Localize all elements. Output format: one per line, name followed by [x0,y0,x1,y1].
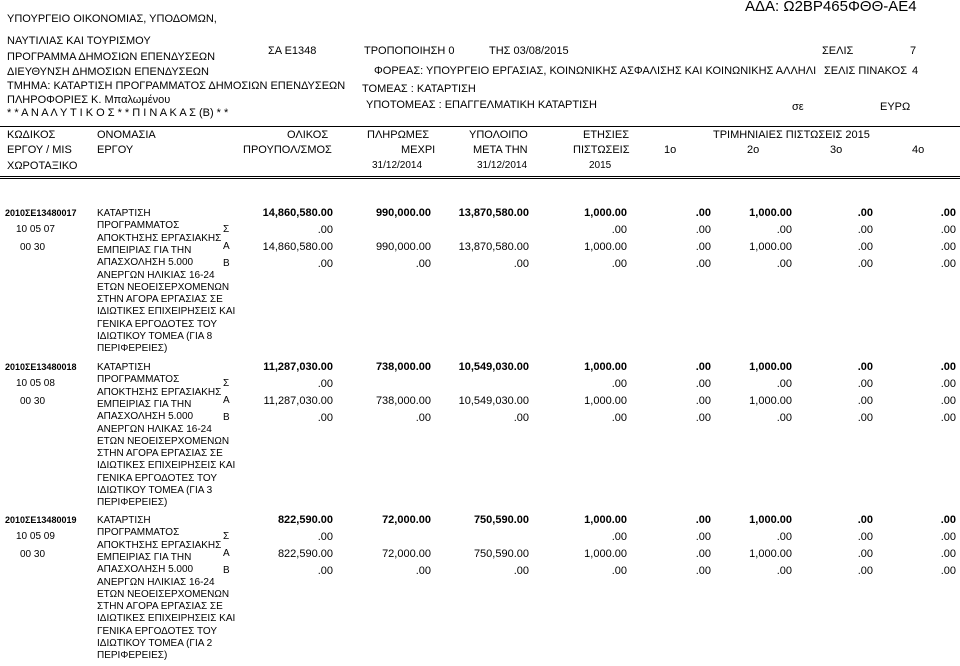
beta-value: .00 [857,565,873,577]
beta-value: .00 [317,565,333,577]
total-value: .00 [940,514,956,526]
row-letter: Σ [223,378,230,389]
sigma-value: .00 [776,531,792,543]
project-name-line: ΑΝΕΡΓΩΝ ΗΛΙΚΑΣ 16-24 [97,423,212,435]
sigma-value: .00 [317,224,333,236]
sigma-value: .00 [940,224,956,236]
header-bottom-rule-2 [0,178,960,179]
se-label: σε [792,101,804,113]
beta-value: .00 [857,412,873,424]
total-value: 1,000.00 [584,207,627,219]
col-kodikos: ΚΩΔΙΚΟΣ [7,129,56,141]
project-name-line: ΚΑΤΑΡΤΙΣΗ [97,208,151,219]
project-code: 2010ΣΕ13480017 [5,208,77,218]
project-name-line: ΙΔΙΩΤΙΚΕΣ ΕΠΙΧΕΙΡΗΣΕΙΣ ΚΑΙ [97,613,236,625]
row-letter: Α [223,395,230,406]
col-onomasia: ΕΡΓΟΥ [97,144,134,156]
beta-value: .00 [940,412,956,424]
total-value: 1,000.00 [749,207,792,219]
project-name-line: ΚΑΤΑΡΤΙΣΗ [97,362,151,373]
total-value: .00 [695,207,711,219]
beta-value: .00 [317,258,333,270]
total-value: 72,000.00 [382,514,431,526]
project-name-line: ΠΕΡΙΦΕΡΕΙΕΣ) [97,497,168,509]
col-ypoloipo: 31/12/2014 [477,160,528,171]
header-bottom-rule [0,176,960,177]
project-code: 2010ΣΕ13480019 [5,515,77,525]
tropopoiisi: ΤΡΟΠΟΠΟΙΗΣΗ 0 [364,45,455,57]
total-value: 14,860,580.00 [262,207,333,219]
total-value: 822,590.00 [277,514,333,526]
col-q4: 4ο [912,144,925,156]
total-value: .00 [695,514,711,526]
org-line: ΠΛΗΡΟΦΟΡΙΕΣ Κ. Μπαλωμένου [7,94,171,106]
col-etisies: ΕΤΗΣΙΕΣ [583,129,629,141]
project-name-line: ΚΑΤΑΡΤΙΣΗ [97,515,151,526]
sigma-value: .00 [857,224,873,236]
eyro-label: ΕΥΡΩ [880,101,911,113]
beta-value: .00 [415,412,431,424]
alpha-value: .00 [695,548,711,560]
project-name-line: ΙΔΙΩΤΙΚΕΣ ΕΠΙΧΕΙΡΗΣΕΙΣ ΚΑΙ [97,306,236,318]
project-sub-code: 00 30 [20,549,46,560]
project-name-line: ΓΕΝΙΚΑ ΕΡΓΟΔΟΤΕΣ ΤΟΥ [97,472,218,484]
selis-label: ΣΕΛΙΣ [822,45,854,57]
row-letter: Σ [223,224,230,235]
project-name-line: ΑΠΑΣΧΟΛΗΣΗ 5.000 [97,564,194,576]
project-name-line: ΙΔΙΩΤΙΚΟΥ ΤΟΜΕΑ (ΓΙΑ 3 [97,485,213,496]
col-etisies: ΠΙΣΤΩΣΕΙΣ [573,144,630,156]
project-name-line: ΕΤΩΝ ΝΕΟΕΙΣΕΡΧΟΜΕΝΩΝ [97,281,230,293]
project-name-line: ΣΤΗΝ ΑΓΟΡΑ ΕΡΓΑΣΙΑΣ ΣΕ [97,448,223,460]
row-letter: Α [223,241,230,252]
col-pliromes: ΠΛΗΡΩΜΕΣ [367,129,430,141]
beta-value: .00 [695,412,711,424]
ypotomeas: ΥΠΟΤΟΜΕΑΣ : ΕΠΑΓΓΕΛΜΑΤΙΚΗ ΚΑΤΑΡΤΙΣΗ [366,99,597,111]
project-name-line: ΙΔΙΩΤΙΚΟΥ ΤΟΜΕΑ (ΓΙΑ 8 [97,331,213,342]
beta-value: .00 [415,565,431,577]
sigma-value: .00 [695,531,711,543]
beta-value: .00 [611,412,627,424]
beta-value: .00 [776,412,792,424]
alpha-value: 750,590.00 [473,548,529,560]
sigma-value: .00 [776,224,792,236]
total-value: 1,000.00 [749,361,792,373]
total-value: 750,590.00 [473,514,529,526]
col-etisies: 2015 [589,160,612,171]
col-pliromes: ΜΕΧΡΙ [401,144,436,156]
alpha-value: 1,000.00 [584,395,627,407]
col-olikos: ΠΡΟΥΠΟΛ/ΣΜΟΣ [243,144,332,156]
col-ypoloipo: ΥΠΟΛΟΙΠΟ [469,129,528,141]
beta-value: .00 [940,565,956,577]
beta-value: .00 [776,565,792,577]
beta-value: .00 [611,565,627,577]
project-sub-code: 10 05 09 [16,531,55,542]
project-name-line: ΠΡΟΓΡΑΜΜΑΤΟΣ [97,527,180,539]
project-name-line: ΑΠΟΚΤΗΣΗΣ ΕΡΓΑΣΙΑΚΗΣ [97,386,222,398]
project-sub-code: 00 30 [20,396,46,407]
total-value: 11,287,030.00 [263,361,333,373]
beta-value: .00 [940,258,956,270]
beta-value: .00 [776,258,792,270]
project-code: 2010ΣΕ13480018 [5,362,77,372]
beta-value: .00 [415,258,431,270]
total-value: .00 [857,361,873,373]
org-line: ΠΡΟΓΡΑΜΜΑ ΔΗΜΟΣΙΩΝ ΕΠΕΝΔΥΣΕΩΝ [7,51,216,63]
org-line: ΥΠΟΥΡΓΕΙΟ ΟΙΚΟΝΟΜΙΑΣ, ΥΠΟΔΟΜΩΝ, [7,13,217,25]
total-value: 13,870,580.00 [458,207,529,219]
alpha-value: 1,000.00 [584,548,627,560]
col-kodikos: ΧΩΡΟΤΑΞΙΚΟ [7,160,78,172]
alpha-value: .00 [857,395,873,407]
selis-pinakos-value: 4 [912,65,919,77]
project-name-line: ΑΠΑΣΧΟΛΗΣΗ 5.000 [97,257,194,269]
tis-date: ΤΗΣ 03/08/2015 [489,45,569,57]
project-name-line: ΠΡΟΓΡΑΜΜΑΤΟΣ [97,220,180,232]
col-onomasia: ΟΝΟΜΑΣΙΑ [97,129,156,141]
col-ypoloipo: ΜΕΤΑ ΤΗΝ [473,144,528,156]
sigma-value: .00 [857,378,873,390]
project-name-line: ΓΕΝΙΚΑ ΕΡΓΟΔΟΤΕΣ ΤΟΥ [97,318,218,330]
project-name-line: ΓΕΝΙΚΑ ΕΡΓΟΔΟΤΕΣ ΤΟΥ [97,625,218,637]
sigma-value: .00 [857,531,873,543]
project-name-line: ΑΠΟΚΤΗΣΗΣ ΕΡΓΑΣΙΑΚΗΣ [97,232,222,244]
col-olikos: ΟΛΙΚΟΣ [287,129,329,141]
project-name-line: ΑΝΕΡΓΩΝ ΗΛΙΚΙΑΣ 16-24 [97,269,215,281]
row-letter: Σ [223,531,230,542]
col-q3: 3ο [830,144,843,156]
beta-value: .00 [317,412,333,424]
sigma-value: .00 [317,378,333,390]
sigma-value: .00 [611,224,627,236]
row-letter: Α [223,548,230,559]
header-top-rule [0,126,960,127]
alpha-value: 1,000.00 [749,395,792,407]
total-value: .00 [857,207,873,219]
alpha-value: 822,590.00 [277,548,333,560]
alpha-value: .00 [857,241,873,253]
col-q2: 2ο [747,144,760,156]
alpha-value: .00 [940,395,956,407]
project-sub-code: 10 05 07 [16,224,55,235]
row-letter: Β [223,258,230,269]
project-name-line: ΑΝΕΡΓΩΝ ΗΛΙΚΙΑΣ 16-24 [97,576,215,588]
beta-value: .00 [695,258,711,270]
beta-value: .00 [513,565,529,577]
project-name-line: ΕΜΠΕΙΡΙΑΣ ΓΙΑ ΤΗΝ [97,398,192,410]
analytikos-title: * * Α Ν Α Λ Υ Τ Ι Κ Ο Σ * * Π Ι Ν Α Κ Α Σ (Β) * * [7,107,229,119]
alpha-value: 990,000.00 [375,241,431,253]
selis-pinakos-label: ΣΕΛΙΣ ΠΙΝΑΚΟΣ [824,65,908,77]
foreas: ΦΟΡΕΑΣ: ΥΠΟΥΡΓΕΙΟ ΕΡΓΑΣΙΑΣ, ΚΟΙΝΩΝΙΚΗΣ ΑΣΦΑΛΙΣΗΣ ΚΑΙ ΚΟΙΝΩΝΙΚΗΣ ΑΛΛΗΛΙ [374,65,817,77]
sigma-value: .00 [611,378,627,390]
org-line: ΔΙΕΥΘΥΝΣΗ ΔΗΜΟΣΙΩΝ ΕΠΕΝΔΥΣΕΩΝ [7,66,209,78]
total-value: .00 [940,207,956,219]
col-triminiaies: ΤΡΙΜΗΝΙΑΙΕΣ ΠΙΣΤΩΣΕΙΣ 2015 [713,129,870,141]
col-kodikos: ΕΡΓΟΥ / MIS [7,144,72,156]
alpha-value: .00 [695,241,711,253]
project-name-line: ΠΕΡΙΦΕΡΕΙΕΣ) [97,343,168,355]
project-name-line: ΠΡΟΓΡΑΜΜΑΤΟΣ [97,374,180,386]
alpha-value: 1,000.00 [584,241,627,253]
sigma-value: .00 [317,531,333,543]
beta-value: .00 [611,258,627,270]
sigma-value: .00 [940,378,956,390]
sa-code: ΣΑ Ε1348 [268,45,317,57]
project-name-line: ΑΠΑΣΧΟΛΗΣΗ 5.000 [97,411,194,423]
project-name-line: ΣΤΗΝ ΑΓΟΡΑ ΕΡΓΑΣΙΑΣ ΣΕ [97,294,223,306]
project-name-line: ΕΜΠΕΙΡΙΑΣ ΓΙΑ ΤΗΝ [97,244,192,256]
total-value: 738,000.00 [375,361,431,373]
project-name-line: ΕΜΠΕΙΡΙΑΣ ΓΙΑ ΤΗΝ [97,551,192,563]
alpha-value: 10,549,030.00 [458,395,529,407]
alpha-value: 13,870,580.00 [458,241,529,253]
project-sub-code: 10 05 08 [16,378,55,389]
alpha-value: .00 [695,395,711,407]
total-value: .00 [695,361,711,373]
total-value: 990,000.00 [375,207,431,219]
sigma-value: .00 [695,224,711,236]
project-name-line: ΙΔΙΩΤΙΚΟΥ ΤΟΜΕΑ (ΓΙΑ 2 [97,638,213,649]
row-letter: Β [223,565,230,576]
selis-value: 7 [910,45,917,57]
org-line: ΝΑΥΤΙΛΙΑΣ ΚΑΙ ΤΟΥΡΙΣΜΟΥ [7,35,151,47]
tomeas: ΤΟΜΕΑΣ : ΚΑΤΑΡΤΙΣΗ [362,83,476,95]
beta-value: .00 [857,258,873,270]
col-q1: 1ο [664,144,677,156]
alpha-value: .00 [940,548,956,560]
project-name-line: ΕΤΩΝ ΝΕΟΕΙΣΕΡΧΟΜΕΝΩΝ [97,588,230,600]
total-value: 1,000.00 [749,514,792,526]
project-name-line: ΕΤΩΝ ΝΕΟΕΙΣΕΡΧΟΜΕΝΩΝ [97,435,230,447]
total-value: 1,000.00 [584,361,627,373]
total-value: .00 [857,514,873,526]
total-value: 10,549,030.00 [458,361,529,373]
project-name-line: ΙΔΙΩΤΙΚΕΣ ΕΠΙΧΕΙΡΗΣΕΙΣ ΚΑΙ [97,460,236,472]
ada-code: ΑΔΑ: Ω2ΒΡ465ΦΘΘ-ΑΕ4 [745,0,917,15]
project-name-line: ΣΤΗΝ ΑΓΟΡΑ ΕΡΓΑΣΙΑΣ ΣΕ [97,601,223,613]
alpha-value: .00 [857,548,873,560]
alpha-value: 1,000.00 [749,241,792,253]
sigma-value: .00 [776,378,792,390]
col-pliromes: 31/12/2014 [372,160,423,171]
alpha-value: 14,860,580.00 [262,241,333,253]
project-name-line: ΠΕΡΙΦΕΡΕΙΕΣ) [97,650,168,662]
beta-value: .00 [513,258,529,270]
alpha-value: 738,000.00 [375,395,431,407]
beta-value: .00 [513,412,529,424]
project-sub-code: 00 30 [20,242,46,253]
total-value: 1,000.00 [584,514,627,526]
alpha-value: 11,287,030.00 [263,395,333,407]
alpha-value: .00 [940,241,956,253]
project-name-line: ΑΠΟΚΤΗΣΗΣ ΕΡΓΑΣΙΑΚΗΣ [97,539,222,551]
sigma-value: .00 [940,531,956,543]
alpha-value: 72,000.00 [382,548,431,560]
total-value: .00 [940,361,956,373]
sigma-value: .00 [695,378,711,390]
row-letter: Β [223,412,230,423]
org-line: ΤΜΗΜΑ: ΚΑΤΑΡΤΙΣΗ ΠΡΟΓΡΑΜΜΑΤΟΣ ΔΗΜΟΣΙΩΝ ΕΠΕΝΔΥΣΕΩΝ [7,80,346,92]
alpha-value: 1,000.00 [749,548,792,560]
sigma-value: .00 [611,531,627,543]
beta-value: .00 [695,565,711,577]
